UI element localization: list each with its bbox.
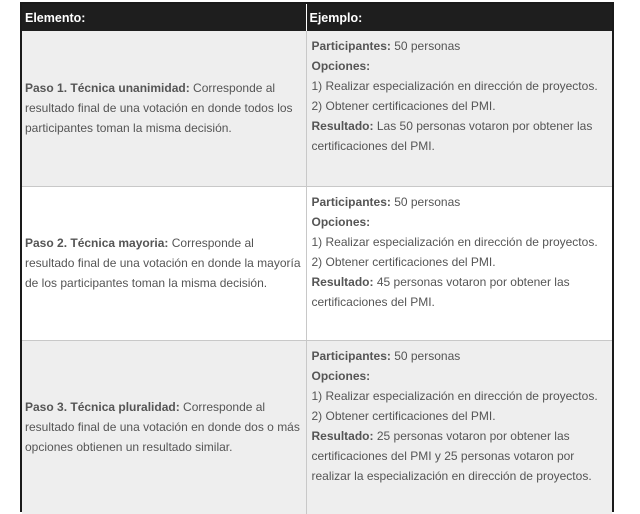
step-cell — [22, 340, 306, 514]
option-1: 1) Realizar especialización en dirección de proyectos. — [311, 388, 598, 403]
header-example: Ejemplo: — [306, 4, 612, 31]
participants-line — [312, 346, 611, 366]
participants-value: 50 personas — [390, 39, 461, 53]
table-frame — [20, 2, 614, 512]
participants-label: Participantes: — [311, 39, 391, 53]
option-2: 2) Obtener certificaciones del PMI. — [311, 254, 496, 269]
table-header-row — [22, 4, 612, 31]
option-2: 2) Obtener certificaciones del PMI. — [311, 99, 496, 113]
options-label: Opciones: — [311, 368, 371, 383]
option-2: 2) Obtener certificaciones del PMI. — [311, 408, 496, 423]
step-cell — [22, 186, 306, 340]
table-row — [22, 31, 612, 186]
result-label: Resultado: — [311, 428, 374, 443]
table-row — [22, 186, 612, 340]
option-1: 1) Realizar especialización en dirección de proyectos. — [311, 79, 598, 93]
step-title: Paso 3. Técnica pluralidad: — [25, 400, 180, 415]
step-title: Paso 1. Técnica unanimidad: — [25, 81, 190, 96]
voting-techniques-table — [22, 4, 612, 514]
result-line — [312, 272, 611, 312]
result-value: 25 personas votaron por obtener las certificaciones del PMI y 25 personas votaron por realizar la especialización en dirección de proyectos. — [311, 428, 592, 483]
table-row — [22, 340, 612, 514]
example-cell — [306, 186, 612, 340]
participants-line — [312, 192, 611, 212]
result-label: Resultado: — [311, 274, 374, 289]
result-line — [312, 116, 611, 156]
step-description: Corresponde al resultado final de una votación en donde la mayoría de los participantes toman la misma decisión. — [25, 236, 301, 290]
example-cell — [306, 31, 612, 186]
participants-line — [312, 36, 611, 56]
result-value: Las 50 personas votaron por obtener las certificaciones del PMI. — [311, 119, 593, 153]
participants-label: Participantes: — [311, 348, 391, 363]
participants-value: 50 personas — [390, 348, 461, 363]
participants-label: Participantes: — [311, 194, 391, 209]
step-description: Corresponde al resultado final de una votación en donde dos o más opciones obtienen un resultado similar. — [25, 400, 300, 455]
result-label: Resultado: — [311, 119, 374, 133]
option-1: 1) Realizar especialización en dirección de proyectos. — [311, 234, 598, 249]
options-label: Opciones: — [311, 214, 371, 229]
result-line — [312, 426, 611, 486]
example-cell — [306, 340, 612, 514]
header-element: Elemento: — [22, 4, 306, 31]
participants-value: 50 personas — [390, 194, 461, 209]
step-description: Corresponde al resultado final de una votación en donde todos los participantes toman la misma decisión. — [25, 81, 293, 136]
step-title: Paso 2. Técnica mayoria: — [25, 236, 169, 250]
step-cell — [22, 31, 306, 186]
options-label: Opciones: — [311, 59, 371, 73]
result-value: 45 personas votaron por obtener las certificaciones del PMI. — [311, 274, 570, 309]
